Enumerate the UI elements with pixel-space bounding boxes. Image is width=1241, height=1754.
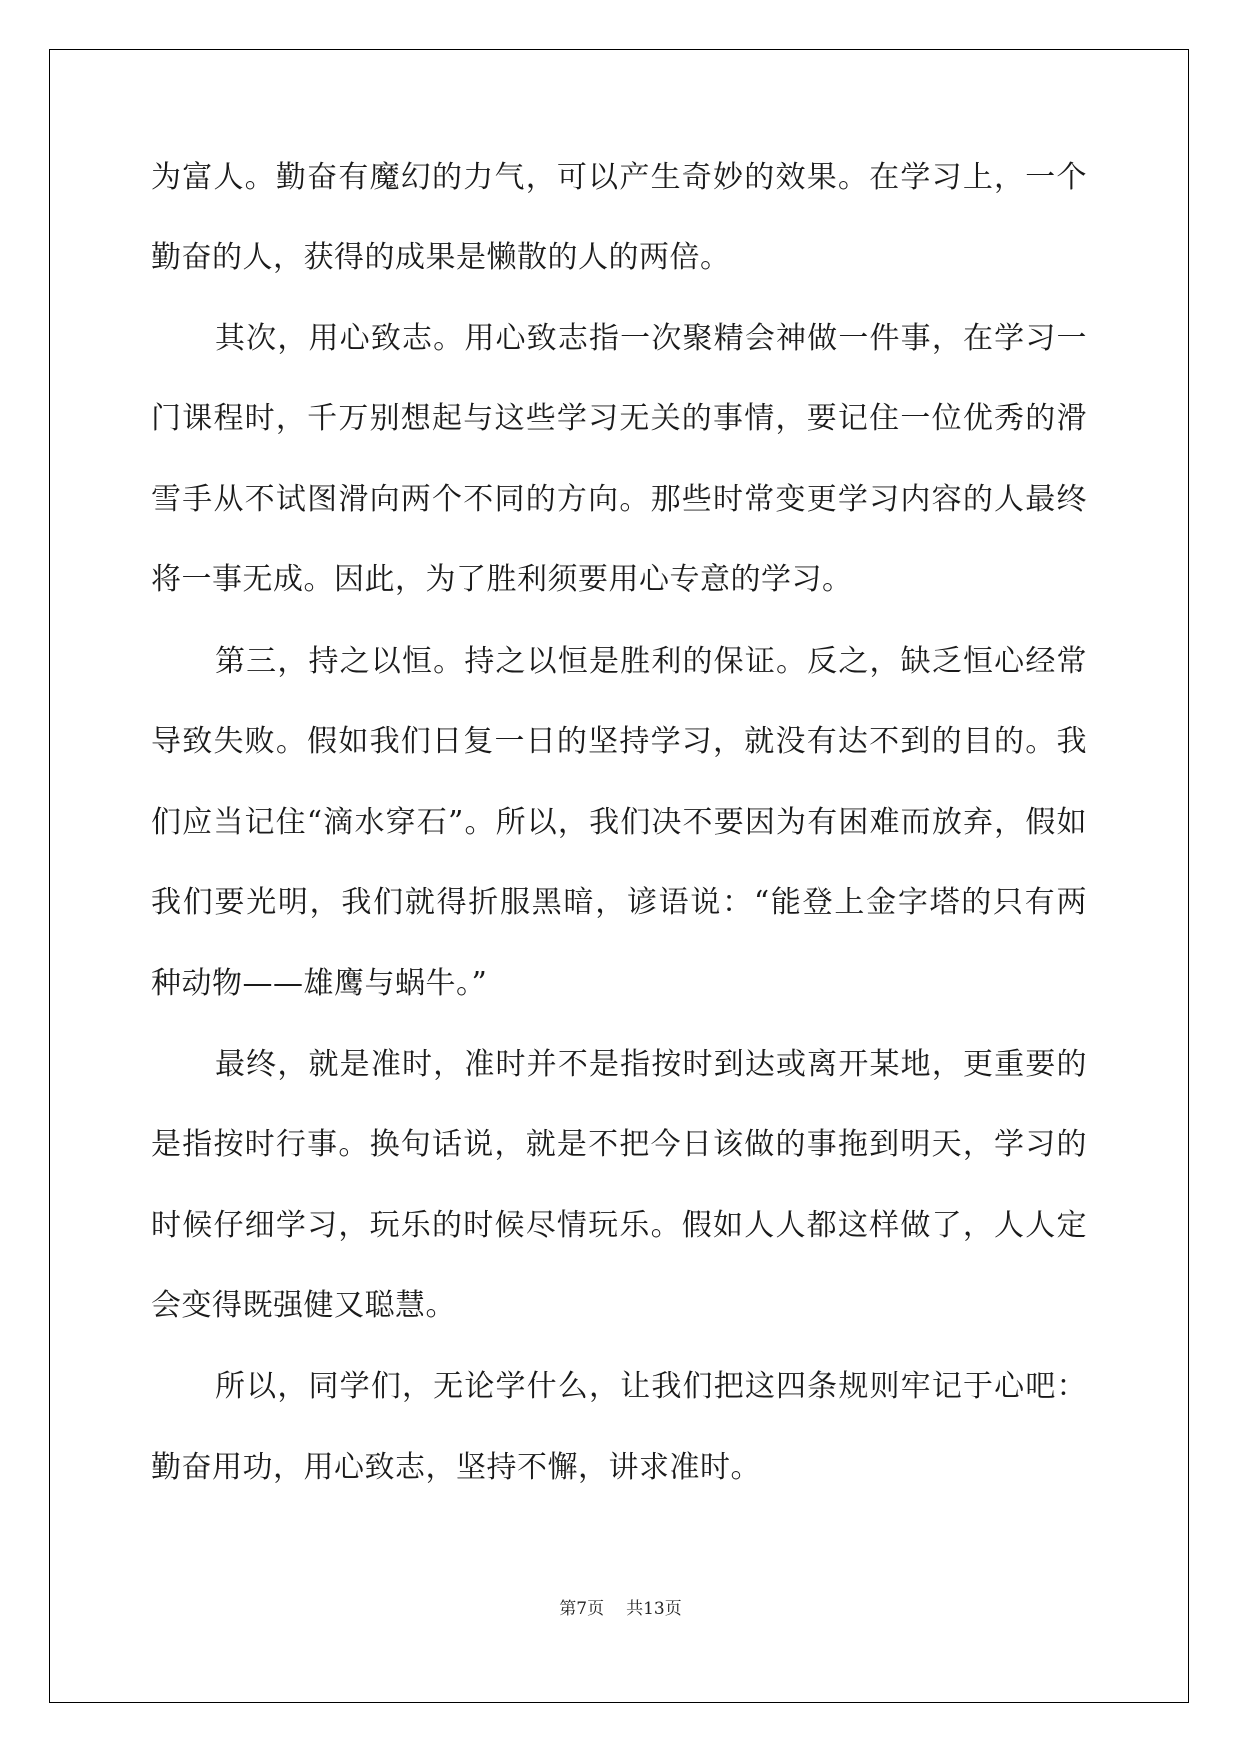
text-line: 门课程时，千万别想起与这些学习无关的事情，要记住一位优秀的滑 [151, 401, 1087, 436]
paragraph-start-line: 所以，同学们，无论学什么，让我们把这四条规则牢记于心吧： [215, 1369, 1087, 1404]
text-line: 是指按时行事。换句话说，就是不把今日该做的事拖到明天，学习的 [151, 1127, 1087, 1162]
text-line: 雪手从不试图滑向两个不同的方向。那些时常变更学习内容的人最终 [151, 482, 1087, 517]
text-line: 时候仔细学习，玩乐的时候尽情玩乐。假如人人都这样做了，人人定 [151, 1208, 1087, 1243]
paragraph-start-line: 第三，持之以恒。持之以恒是胜利的保证。反之，缺乏恒心经常 [215, 644, 1087, 679]
text-line: 勤奋的人，获得的成果是懒散的人的两倍。 [151, 240, 731, 275]
page-footer [0, 1597, 1241, 1621]
text-line: 我们要光明，我们就得折服黑暗，谚语说：“能登上金字塔的只有两 [151, 885, 1087, 920]
text-line: 导致失败。假如我们日复一日的坚持学习，就没有达不到的目的。我 [151, 724, 1087, 759]
text-line: 们应当记住“滴水穿石”。所以，我们决不要因为有困难而放弃，假如 [151, 805, 1087, 840]
text-line: 种动物——雄鹰与蜗牛。” [151, 966, 488, 1001]
page-total: 共13页 [626, 1599, 682, 1619]
paragraph-start-line: 最终，就是准时，准时并不是指按时到达或离开某地，更重要的 [215, 1047, 1087, 1082]
paragraph-start-line: 其次，用心致志。用心致志指一次聚精会神做一件事，在学习一 [215, 321, 1087, 356]
text-line: 会变得既强健又聪慧。 [151, 1288, 456, 1323]
text-line: 勤奋用功，用心致志，坚持不懈，讲求准时。 [151, 1450, 761, 1485]
page-number: 第7页 [559, 1599, 605, 1619]
text-line: 为富人。勤奋有魔幻的力气，可以产生奇妙的效果。在学习上，一个 [151, 160, 1087, 195]
text-line: 将一事无成。因此，为了胜利须要用心专意的学习。 [151, 562, 853, 597]
